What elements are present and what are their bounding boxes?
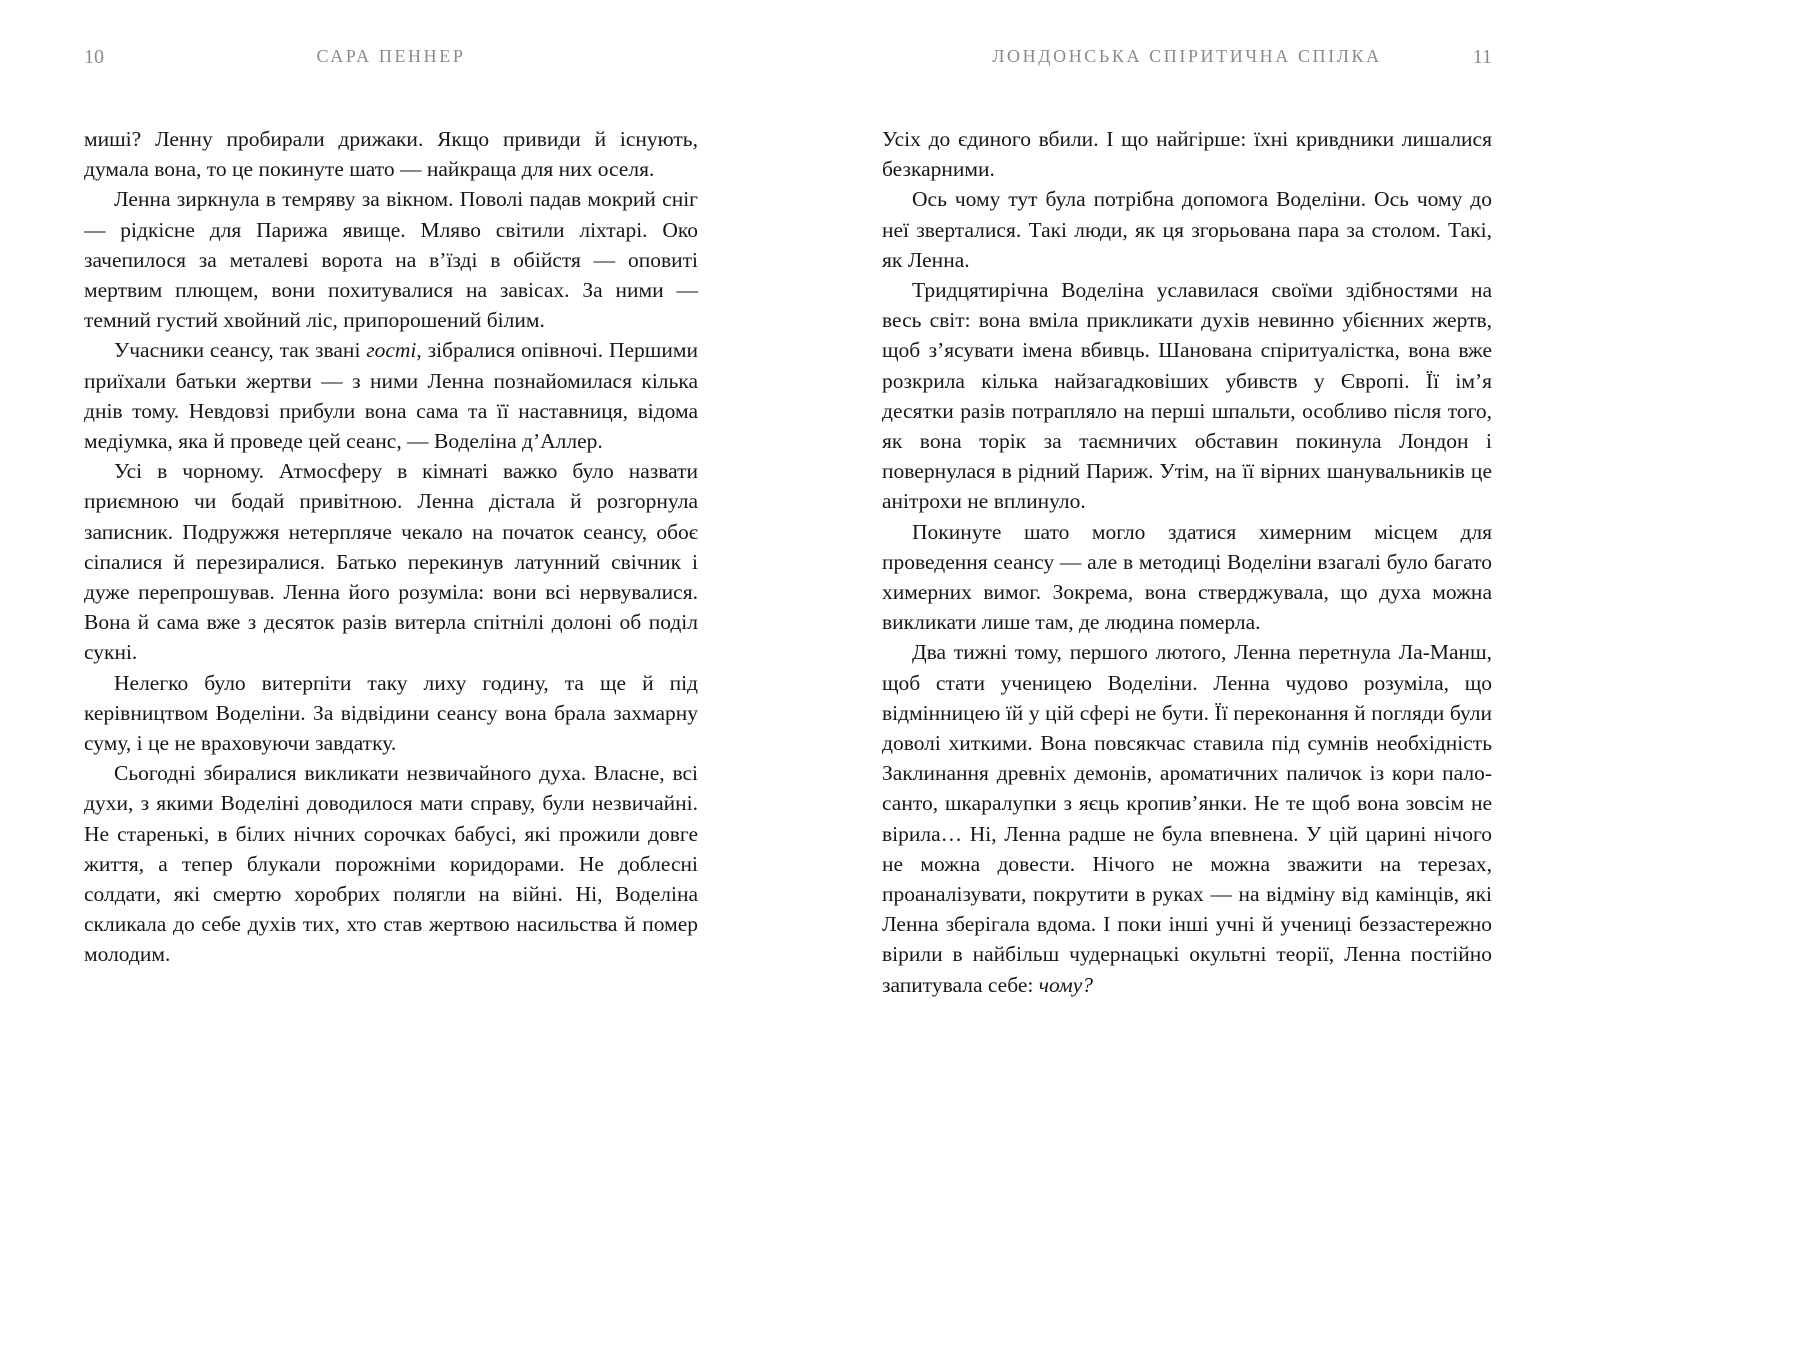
paragraph [84, 124, 698, 184]
text-run: Ленна зиркнула в темряву за вікном. Поволі падав мокрий сніг — рідкісне для Парижа явище. Мляво світили ліхтарі. Око зачепилося за металеві ворота на в’їзді в обійстя — оповиті мертвим плющем, вони похитувалися на завісах. За ними — темний густий хвойний ліс, припорошений білим. [84, 187, 698, 333]
page-body-left [84, 124, 698, 970]
page-left [84, 46, 698, 970]
text-run: Усі в чорному. Атмосферу в кімнаті важко було назвати приємною чи бодай привітною. Ленна дістала й розгорнула записник. Подружжя нетерпляче чекало на початок сеансу, обоє сіпалися й перезиралися. Батько перекинув латунний свічник і дуже перепрошував. Ленна його розуміла: вони всі нервувалися. Вона й сама вже з десяток разів витерла спітнілі долоні об поділ сукні. [84, 459, 698, 665]
text-run: Покинуте шато могло здатися химерним місцем для проведення сеансу — але в методиці Воделіни взагалі було багато химерних вимог. Зокрема, вона стверджувала, що духа можна викликати лише там, де людина померла. [882, 519, 1492, 635]
paragraph [882, 517, 1492, 638]
text-run: Два тижні тому, першого лютого, Ленна перетнула Ла-Манш, щоб стати ученицею Воделіни. Ленна чудово розуміла, що відмінницею їй у цій сфері не бути. Її переконання й погляди були доволі хиткими. Вона повсякчас ставила під сумнів необхідність Заклинання древніх демонів, ароматичних паличок із кори пало-санто, шкаралупки з яєць кропив’янки. Не те щоб вона зовсім не вірила… Ні, Ленна радше не була впевнена. У цій царині нічого не можна довести. Нічого не можна зважити на терезах, проаналізувати, покрутити в руках — на відміну від камінців, які Ленна зберігала вдома. І поки інші учні й учениці беззастережно вірили в найбільш чудернацькі окультні теорії, Ленна постійно запитувала себе: [882, 640, 1492, 997]
paragraph [84, 184, 698, 335]
page-number-right: 11 [1472, 46, 1492, 68]
page-header-left [84, 46, 698, 72]
italic-text-run: чому? [1038, 972, 1093, 997]
text-run: Тридцятирічна Воделіна уславилася своїми здібностями на весь світ: вона вміла прикликати духів невинно убієнних жертв, щоб з’ясувати імена вбивць. Шанована спіритуалістка, вона вже розкрила кілька найзагадковіших убивств у Європі. Її ім’я десятки разів потрапляло на перші шпальти, особливо після того, як вона торік за таємничих обставин покинула Лондон і повернулася в рідний Париж. Утім, на її вірних шанувальників це анітрохи не вплинуло. [882, 278, 1492, 514]
paragraph [882, 124, 1492, 184]
text-run: Сьогодні збиралися викликати незвичайного духа. Власне, всі духи, з якими Воделіні доводилося мати справу, були незвичайні. Не старенькі, в білих нічних сорочках бабусі, які прожили довге життя, а тепер блукали порожніми коридорами. Не доблесні солдати, які смертю хоробрих полягли на війні. Ні, Воделіна скликала до себе духів тих, хто став жертвою насильства й помер молодим. [84, 761, 698, 967]
text-run: миші? Ленну пробирали дрижаки. Якщо привиди й існують, думала вона, то це покинуте шато — найкраща для них оселя. [84, 127, 698, 182]
page-body-right [882, 124, 1492, 1000]
running-head-left: САРА ПЕННЕР [316, 46, 466, 66]
paragraph [84, 335, 698, 456]
paragraph [84, 668, 698, 759]
page-number-left: 10 [84, 46, 104, 68]
text-run: Учасники сеансу, так звані [114, 338, 367, 363]
text-run: Усіх до єдиного вбили. І що найгірше: їхні кривдники лишалися безкарними. [882, 127, 1492, 182]
paragraph [882, 275, 1492, 517]
paragraph [882, 184, 1492, 275]
text-run: Нелегко було витерпіти таку лиху годину, та ще й під керівництвом Воделіни. За відвідини сеансу вона брала захмарну суму, і це не враховуючи завдатку. [84, 670, 698, 756]
paragraph [84, 456, 698, 667]
paragraph [882, 637, 1492, 999]
paragraph [84, 758, 698, 969]
text-run: , зібралися опівночі. Першими приїхали батьки жертви — з ними Ленна познайомилася кілька днів тому. Невдовзі прибули вона сама та її наставниця, відома медіумка, яка й проведе цей сеанс, — Воделіна д’Аллер. [84, 338, 698, 454]
running-head-right: ЛОНДОНСЬКА СПІРИТИЧНА СПІЛКА [992, 46, 1382, 66]
text-run: Ось чому тут була потрібна допомога Воделіни. Ось чому до неї зверталися. Такі люди, як ця згорьована пара за столом. Такі, як Ленна. [882, 187, 1492, 272]
page-header-right [882, 46, 1492, 72]
italic-text-run: гості [366, 338, 417, 363]
page-right [882, 46, 1492, 1000]
